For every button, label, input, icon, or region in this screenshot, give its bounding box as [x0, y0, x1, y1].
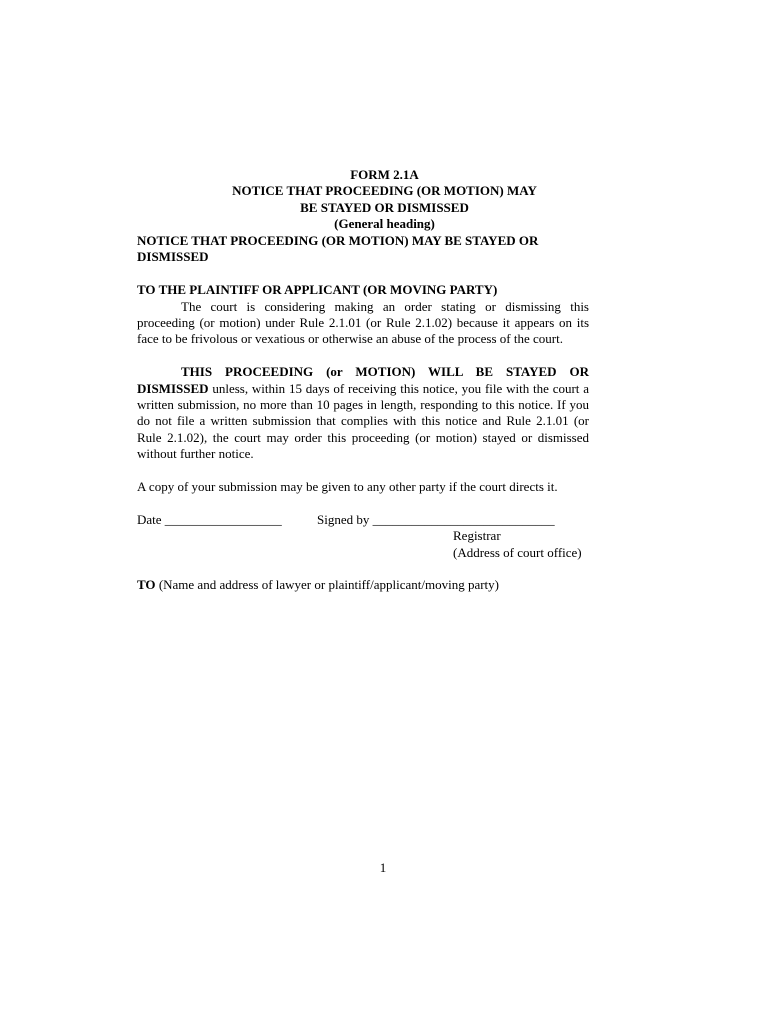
- page-number-text: 1: [379, 860, 387, 875]
- to-text: (Name and address of lawyer or plaintiff/applicant/moving party): [155, 577, 499, 593]
- paragraph-2-bold: THIS PROCEEDING (or MOTION) WILL BE STAYED OR DISMISSED: [137, 364, 589, 396]
- form-title-block: [137, 167, 632, 233]
- date-field: Date __________________: [137, 511, 282, 527]
- signed-by-field: Signed by ____________________________: [317, 511, 555, 527]
- registrar-label: Registrar: [453, 528, 501, 544]
- to-label: TO: [137, 577, 156, 593]
- form-title-line-2: BE STAYED OR DISMISSED: [300, 199, 469, 215]
- paragraph-3: A copy of your submission may be given to any other party if the court directs it.: [137, 479, 558, 495]
- signature-row: [137, 512, 589, 528]
- form-title-line-1: NOTICE THAT PROCEEDING (OR MOTION) MAY: [232, 183, 537, 199]
- notice-heading-line-2: DISMISSED: [137, 249, 209, 265]
- court-office-address: (Address of court office): [453, 544, 582, 560]
- page-number: [0, 860, 770, 876]
- form-subtitle: (General heading): [334, 216, 435, 232]
- addressee-line: TO THE PLAINTIFF OR APPLICANT (OR MOVING PARTY): [137, 282, 498, 298]
- paragraph-2-rest: unless, within 15 days of receiving this notice, you file with the court a written submission, no more than 10 pages in length, responding to this notice. If you do not file a written submission that complies with this notice and Rule 2.1.01 (or Rule 2.1.02), the court may order this proceeding (or motion) stayed or dismissed without further notice.: [137, 380, 589, 462]
- form-body: [137, 233, 589, 594]
- to-line: [137, 577, 589, 593]
- paragraph-1: The court is considering making an order stating or dismissing this proceeding (or motion) under Rule 2.1.01 (or Rule 2.1.02) because it appears on its face to be frivolous or vexatious or otherwise an abuse of the process of the court.: [137, 298, 589, 347]
- paragraph-2: [137, 364, 589, 462]
- notice-heading-line-1: NOTICE THAT PROCEEDING (OR MOTION) MAY BE STAYED OR: [137, 233, 539, 248]
- form-number: FORM 2.1A: [350, 167, 419, 182]
